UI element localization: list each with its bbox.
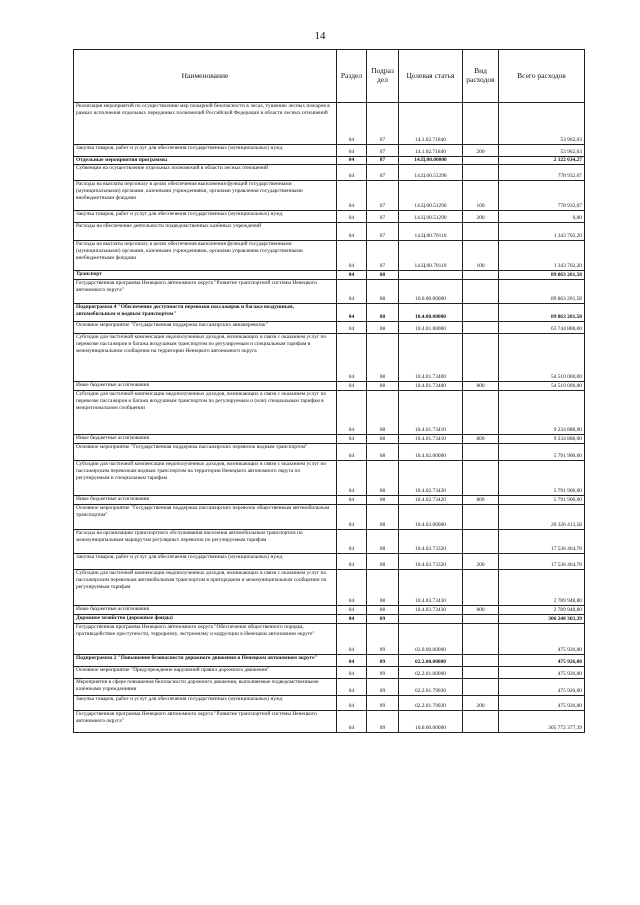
- row-name: Расходы на обеспечение деятельности подведомственных казённых учреждений: [74, 222, 337, 240]
- row-subsection: 08: [367, 270, 399, 279]
- row-subsection: 08: [367, 605, 399, 614]
- row-name: Подпрограмма 2 "Повышение безопасности дорожного движения в Ненецком автономном округе": [74, 654, 337, 666]
- row-target: 10.4.00.00000: [399, 303, 463, 321]
- row-total: 54 510 000,00: [499, 333, 585, 381]
- row-total: 89 863 201,58: [499, 279, 585, 303]
- table-row: [74, 695, 585, 710]
- row-subsection: 08: [367, 460, 399, 495]
- row-target: 10.4.03.73430: [399, 605, 463, 614]
- row-total: 89 863 201,58: [499, 270, 585, 279]
- header-kind: Вид расходов: [463, 50, 499, 103]
- table-row: [74, 434, 585, 443]
- row-subsection: 07: [367, 180, 399, 210]
- row-subsection: 08: [367, 569, 399, 605]
- row-kind: [463, 157, 499, 165]
- row-target: 10.0.00.00000: [399, 279, 463, 303]
- row-section: 04: [337, 321, 367, 333]
- row-total: 20 326 413,58: [499, 504, 585, 529]
- row-total: 5 791 900,00: [499, 443, 585, 460]
- table-row: [74, 180, 585, 210]
- row-target: 14.Ц.00.70110: [399, 240, 463, 270]
- row-total: 9 234 888,00: [499, 390, 585, 434]
- row-subsection: 08: [367, 495, 399, 504]
- row-kind: 800: [463, 495, 499, 504]
- budget-table: [73, 49, 585, 733]
- row-kind: [463, 333, 499, 381]
- row-section: 04: [337, 180, 367, 210]
- table-row: [74, 164, 585, 180]
- table-row: [74, 614, 585, 623]
- row-section: 04: [337, 678, 367, 695]
- row-target: 10.4.02.00000: [399, 443, 463, 460]
- row-section: 04: [337, 710, 367, 732]
- row-section: 04: [337, 529, 367, 553]
- table-row: [74, 270, 585, 279]
- row-total: 17 536 464,78: [499, 529, 585, 553]
- row-kind: [463, 390, 499, 434]
- row-total: 17 536 464,78: [499, 553, 585, 569]
- row-name: Основное мероприятие "Государственная поддержка пассажирских перевозок общественным автомобильным транспортом": [74, 504, 337, 529]
- row-target: 14.Ц.00.51290: [399, 164, 463, 180]
- row-kind: [463, 569, 499, 605]
- row-name: Иные бюджетные ассигнования: [74, 605, 337, 614]
- row-name: Субвенции на осуществление отдельных полномочий в области лесных отношений: [74, 164, 337, 180]
- row-target: 14.Ц.00.70110: [399, 222, 463, 240]
- row-target: 14.Ц.00.51290: [399, 210, 463, 222]
- row-target: 10.4.01.73400: [399, 333, 463, 381]
- table-row: [74, 390, 585, 434]
- table-row: [74, 553, 585, 569]
- row-total: 5 791 900,00: [499, 460, 585, 495]
- row-name: Иные бюджетные ассигнования: [74, 381, 337, 390]
- row-total: 63 744 888,00: [499, 321, 585, 333]
- row-total: 305 772 377,39: [499, 710, 585, 732]
- row-subsection: 08: [367, 529, 399, 553]
- row-total: 5 791 900,00: [499, 495, 585, 504]
- row-name: Иные бюджетные ассигнования: [74, 495, 337, 504]
- row-subsection: 08: [367, 279, 399, 303]
- row-section: 04: [337, 145, 367, 157]
- row-name: Расходы на выплаты персоналу в целях обеспечения выполнения функций государственными (муниципальными) органами, казенными учреждениями, органами управления государственными внебюджетными фондами: [74, 240, 337, 270]
- table-row: [74, 157, 585, 165]
- row-section: 04: [337, 103, 367, 145]
- row-subsection: 08: [367, 381, 399, 390]
- row-section: 04: [337, 270, 367, 279]
- row-kind: 200: [463, 553, 499, 569]
- table-row: [74, 605, 585, 614]
- row-section: 04: [337, 443, 367, 460]
- table-row: [74, 504, 585, 529]
- row-kind: 100: [463, 180, 499, 210]
- row-subsection: 07: [367, 157, 399, 165]
- row-section: 04: [337, 157, 367, 165]
- row-kind: [463, 279, 499, 303]
- table-row: [74, 623, 585, 654]
- row-kind: [463, 303, 499, 321]
- row-subsection: 08: [367, 504, 399, 529]
- row-name: Расходы на организацию транспортного обслуживания населения автомобильным транспортом по межмуниципальным маршрутам регулярных перевозок по регулируемым тарифам: [74, 529, 337, 553]
- row-section: 04: [337, 654, 367, 666]
- row-target: 10.4.03.00000: [399, 504, 463, 529]
- row-name: Транспорт: [74, 270, 337, 279]
- row-target: 10.4.03.73320: [399, 553, 463, 569]
- row-name: Основное мероприятие "Государственная поддержка пассажирских авиаперевозок": [74, 321, 337, 333]
- row-target: 10.4.01.00000: [399, 321, 463, 333]
- row-subsection: 08: [367, 333, 399, 381]
- row-kind: 200: [463, 210, 499, 222]
- row-total: 778 932,07: [499, 180, 585, 210]
- row-section: 04: [337, 210, 367, 222]
- row-name: Государственная программа Ненецкого автономного округа "Развитие транспортной системы Ненецкого автономного округа": [74, 710, 337, 732]
- row-kind: [463, 623, 499, 654]
- row-kind: 200: [463, 145, 499, 157]
- row-subsection: 08: [367, 321, 399, 333]
- row-target: 02.2.01.79030: [399, 678, 463, 695]
- row-section: 04: [337, 460, 367, 495]
- header-subsection: Подраз дел: [367, 50, 399, 103]
- table-row: [74, 678, 585, 695]
- table-row: [74, 495, 585, 504]
- row-name: Субсидии для частичной компенсации недополученных доходов, возникающих в связи с оказанием услуг по пассажирским перевозкам водным транспортом на территории Ненецкого автономного округа по регулируемым и специальным тарифам: [74, 460, 337, 495]
- row-subsection: 07: [367, 164, 399, 180]
- row-kind: [463, 666, 499, 678]
- row-kind: [463, 504, 499, 529]
- row-subsection: 07: [367, 222, 399, 240]
- row-kind: [463, 654, 499, 666]
- row-target: 02.2.00.00000: [399, 654, 463, 666]
- row-kind: [463, 270, 499, 279]
- row-subsection: 07: [367, 145, 399, 157]
- row-kind: [463, 164, 499, 180]
- row-section: 04: [337, 495, 367, 504]
- row-subsection: 07: [367, 240, 399, 270]
- table-row: [74, 529, 585, 553]
- row-name: Закупка товаров, работ и услуг для обеспечения государственных (муниципальных) нужд: [74, 553, 337, 569]
- row-kind: 200: [463, 695, 499, 710]
- row-subsection: 08: [367, 553, 399, 569]
- table-row: [74, 460, 585, 495]
- table-header-row: [74, 50, 585, 103]
- table-row: [74, 303, 585, 321]
- row-name: Закупка товаров, работ и услуг для обеспечения государственных (муниципальных) нужд: [74, 695, 337, 710]
- row-kind: [463, 710, 499, 732]
- row-name: Государственная программа Ненецкого автономного округа "Обеспечение общественного порядка, противодействие преступности, терроризму, экстремизму и коррупции в Ненецком автономном округе": [74, 623, 337, 654]
- row-section: 04: [337, 666, 367, 678]
- row-target: 10.4.02.73420: [399, 495, 463, 504]
- row-subsection: 09: [367, 695, 399, 710]
- row-target: 10.4.01.73410: [399, 434, 463, 443]
- row-total: 2 789 948,80: [499, 605, 585, 614]
- row-subsection: 08: [367, 443, 399, 460]
- row-target: [399, 270, 463, 279]
- row-name: Иные бюджетные ассигнования: [74, 434, 337, 443]
- row-section: 04: [337, 240, 367, 270]
- row-name: Субсидии для частичной компенсации недополученных доходов, возникающих в связи с оказанием услуг по перевозке пассажиров и багажа воздушным транспортом по регулируемым и специальным тарифам в межмуниципальном сообщении на территории Ненецкого автономного округа: [74, 333, 337, 381]
- row-name: Подпрограмма 4 "Обеспечение доступности перевозки пассажиров и багажа воздушным, автомобильным и водным транспортом": [74, 303, 337, 321]
- row-target: 10.4.02.73420: [399, 460, 463, 495]
- row-section: 04: [337, 569, 367, 605]
- header-total: Всего расходов: [499, 50, 585, 103]
- row-kind: [463, 222, 499, 240]
- row-name: Реализация мероприятий по осуществлению мер пожарной безопасности в лесах, тушению лесных пожаров в рамках исполнения отдельных переданных полномочий Российской Федерации в области лесных отношений: [74, 103, 337, 145]
- row-name: Закупка товаров, работ и услуг для обеспечения государственных (муниципальных) нужд: [74, 145, 337, 157]
- row-subsection: 09: [367, 623, 399, 654]
- row-name: Государственная программа Ненецкого автономного округа "Развитие транспортной системы Ненецкого автономного округа": [74, 279, 337, 303]
- row-kind: 100: [463, 240, 499, 270]
- row-section: 04: [337, 333, 367, 381]
- row-total: 53 962,03: [499, 145, 585, 157]
- table-row: [74, 569, 585, 605]
- row-name: Основное мероприятие "Предупреждение нарушений правил дорожного движения": [74, 666, 337, 678]
- row-target: 10.4.03.73430: [399, 569, 463, 605]
- row-section: 04: [337, 605, 367, 614]
- row-target: [399, 614, 463, 623]
- row-section: 04: [337, 279, 367, 303]
- row-total: 475 926,00: [499, 695, 585, 710]
- row-subsection: 08: [367, 390, 399, 434]
- row-name: Субсидии для частичной компенсации недополученных доходов, возникающих в связи с оказанием услуг по перевозке пассажиров и багажа воздушным транспортом по регулируемым и (или) специальным тарифам в межрегиональном сообщении: [74, 390, 337, 434]
- row-kind: [463, 443, 499, 460]
- row-kind: [463, 321, 499, 333]
- row-target: 10.4.01.73400: [399, 381, 463, 390]
- row-name: Расходы на выплаты персоналу в целях обеспечения выполнения функций государственными (муниципальными) органами, казенными учреждениями, органами управления государственными внебюджетными фондами: [74, 180, 337, 210]
- row-target: 10.4.01.73410: [399, 390, 463, 434]
- row-total: 53 962,03: [499, 103, 585, 145]
- row-target: 10.4.03.73320: [399, 529, 463, 553]
- table-row: [74, 443, 585, 460]
- row-kind: [463, 529, 499, 553]
- row-total: 306 248 303,39: [499, 614, 585, 623]
- row-section: 04: [337, 553, 367, 569]
- row-kind: [463, 460, 499, 495]
- row-total: 1 343 702,20: [499, 240, 585, 270]
- row-total: 475 926,00: [499, 623, 585, 654]
- row-total: 54 510 000,00: [499, 381, 585, 390]
- header-target: Целевая статья: [399, 50, 463, 103]
- row-total: 778 932,07: [499, 164, 585, 180]
- row-total: 2 122 634,27: [499, 157, 585, 165]
- row-name: Мероприятия в сфере повышения безопасности дорожного движения, выполняемые подведомственными казёнными учреждениями: [74, 678, 337, 695]
- row-total: 475 926,00: [499, 666, 585, 678]
- row-subsection: 07: [367, 103, 399, 145]
- row-kind: 800: [463, 434, 499, 443]
- row-subsection: 08: [367, 303, 399, 321]
- row-section: 04: [337, 381, 367, 390]
- table-row: [74, 103, 585, 145]
- row-target: 02.2.01.00000: [399, 666, 463, 678]
- row-subsection: 09: [367, 666, 399, 678]
- table-row: [74, 240, 585, 270]
- row-target: 10.0.00.00000: [399, 710, 463, 732]
- row-subsection: 09: [367, 614, 399, 623]
- row-name: Закупка товаров, работ и услуг для обеспечения государственных (муниципальных) нужд: [74, 210, 337, 222]
- row-target: 14.Ц.00.00000: [399, 157, 463, 165]
- table-row: [74, 222, 585, 240]
- row-section: 04: [337, 504, 367, 529]
- row-kind: [463, 678, 499, 695]
- table-row: [74, 333, 585, 381]
- row-total: 0,00: [499, 210, 585, 222]
- row-subsection: 09: [367, 678, 399, 695]
- row-section: 04: [337, 222, 367, 240]
- row-total: 475 926,00: [499, 654, 585, 666]
- row-name: Отдельные мероприятия программы: [74, 157, 337, 165]
- header-name: Наименование: [74, 50, 337, 103]
- row-subsection: 08: [367, 434, 399, 443]
- row-target: 14.1.02.71840: [399, 145, 463, 157]
- row-kind: 800: [463, 381, 499, 390]
- header-section: Раздел: [337, 50, 367, 103]
- row-total: 1 343 702,20: [499, 222, 585, 240]
- table-row: [74, 654, 585, 666]
- row-target: 02.0.00.00000: [399, 623, 463, 654]
- row-total: 9 234 888,00: [499, 434, 585, 443]
- row-section: 04: [337, 303, 367, 321]
- row-kind: [463, 103, 499, 145]
- row-subsection: 09: [367, 710, 399, 732]
- row-name: Дорожное хозяйство (дорожные фонды): [74, 614, 337, 623]
- row-section: 04: [337, 623, 367, 654]
- row-subsection: 07: [367, 210, 399, 222]
- row-target: 14.Ц.00.51290: [399, 180, 463, 210]
- row-name: Субсидии для частичной компенсации недополученных доходов, возникающих в связи с оказанием услуг по пассажирским перевозкам автомобильным транспортом в пригородном и межмуниципальном сообщении по регулируемым тарифам: [74, 569, 337, 605]
- table-row: [74, 666, 585, 678]
- row-target: 14.1.02.71840: [399, 103, 463, 145]
- page-number: 14: [314, 30, 326, 42]
- row-total: 475 926,00: [499, 678, 585, 695]
- row-subsection: 09: [367, 654, 399, 666]
- table-row: [74, 381, 585, 390]
- table-row: [74, 279, 585, 303]
- row-total: 89 863 201,58: [499, 303, 585, 321]
- row-section: 04: [337, 614, 367, 623]
- row-name: Основное мероприятие "Государственная поддержка пассажирских перевозок водным транспортом": [74, 443, 337, 460]
- row-target: 02.2.01.79030: [399, 695, 463, 710]
- row-kind: 800: [463, 605, 499, 614]
- row-section: 04: [337, 434, 367, 443]
- table-row: [74, 145, 585, 157]
- table-row: [74, 321, 585, 333]
- row-section: 04: [337, 695, 367, 710]
- table-row: [74, 210, 585, 222]
- row-kind: [463, 614, 499, 623]
- row-section: 04: [337, 164, 367, 180]
- row-section: 04: [337, 390, 367, 434]
- row-total: 2 789 948,80: [499, 569, 585, 605]
- table-row: [74, 710, 585, 732]
